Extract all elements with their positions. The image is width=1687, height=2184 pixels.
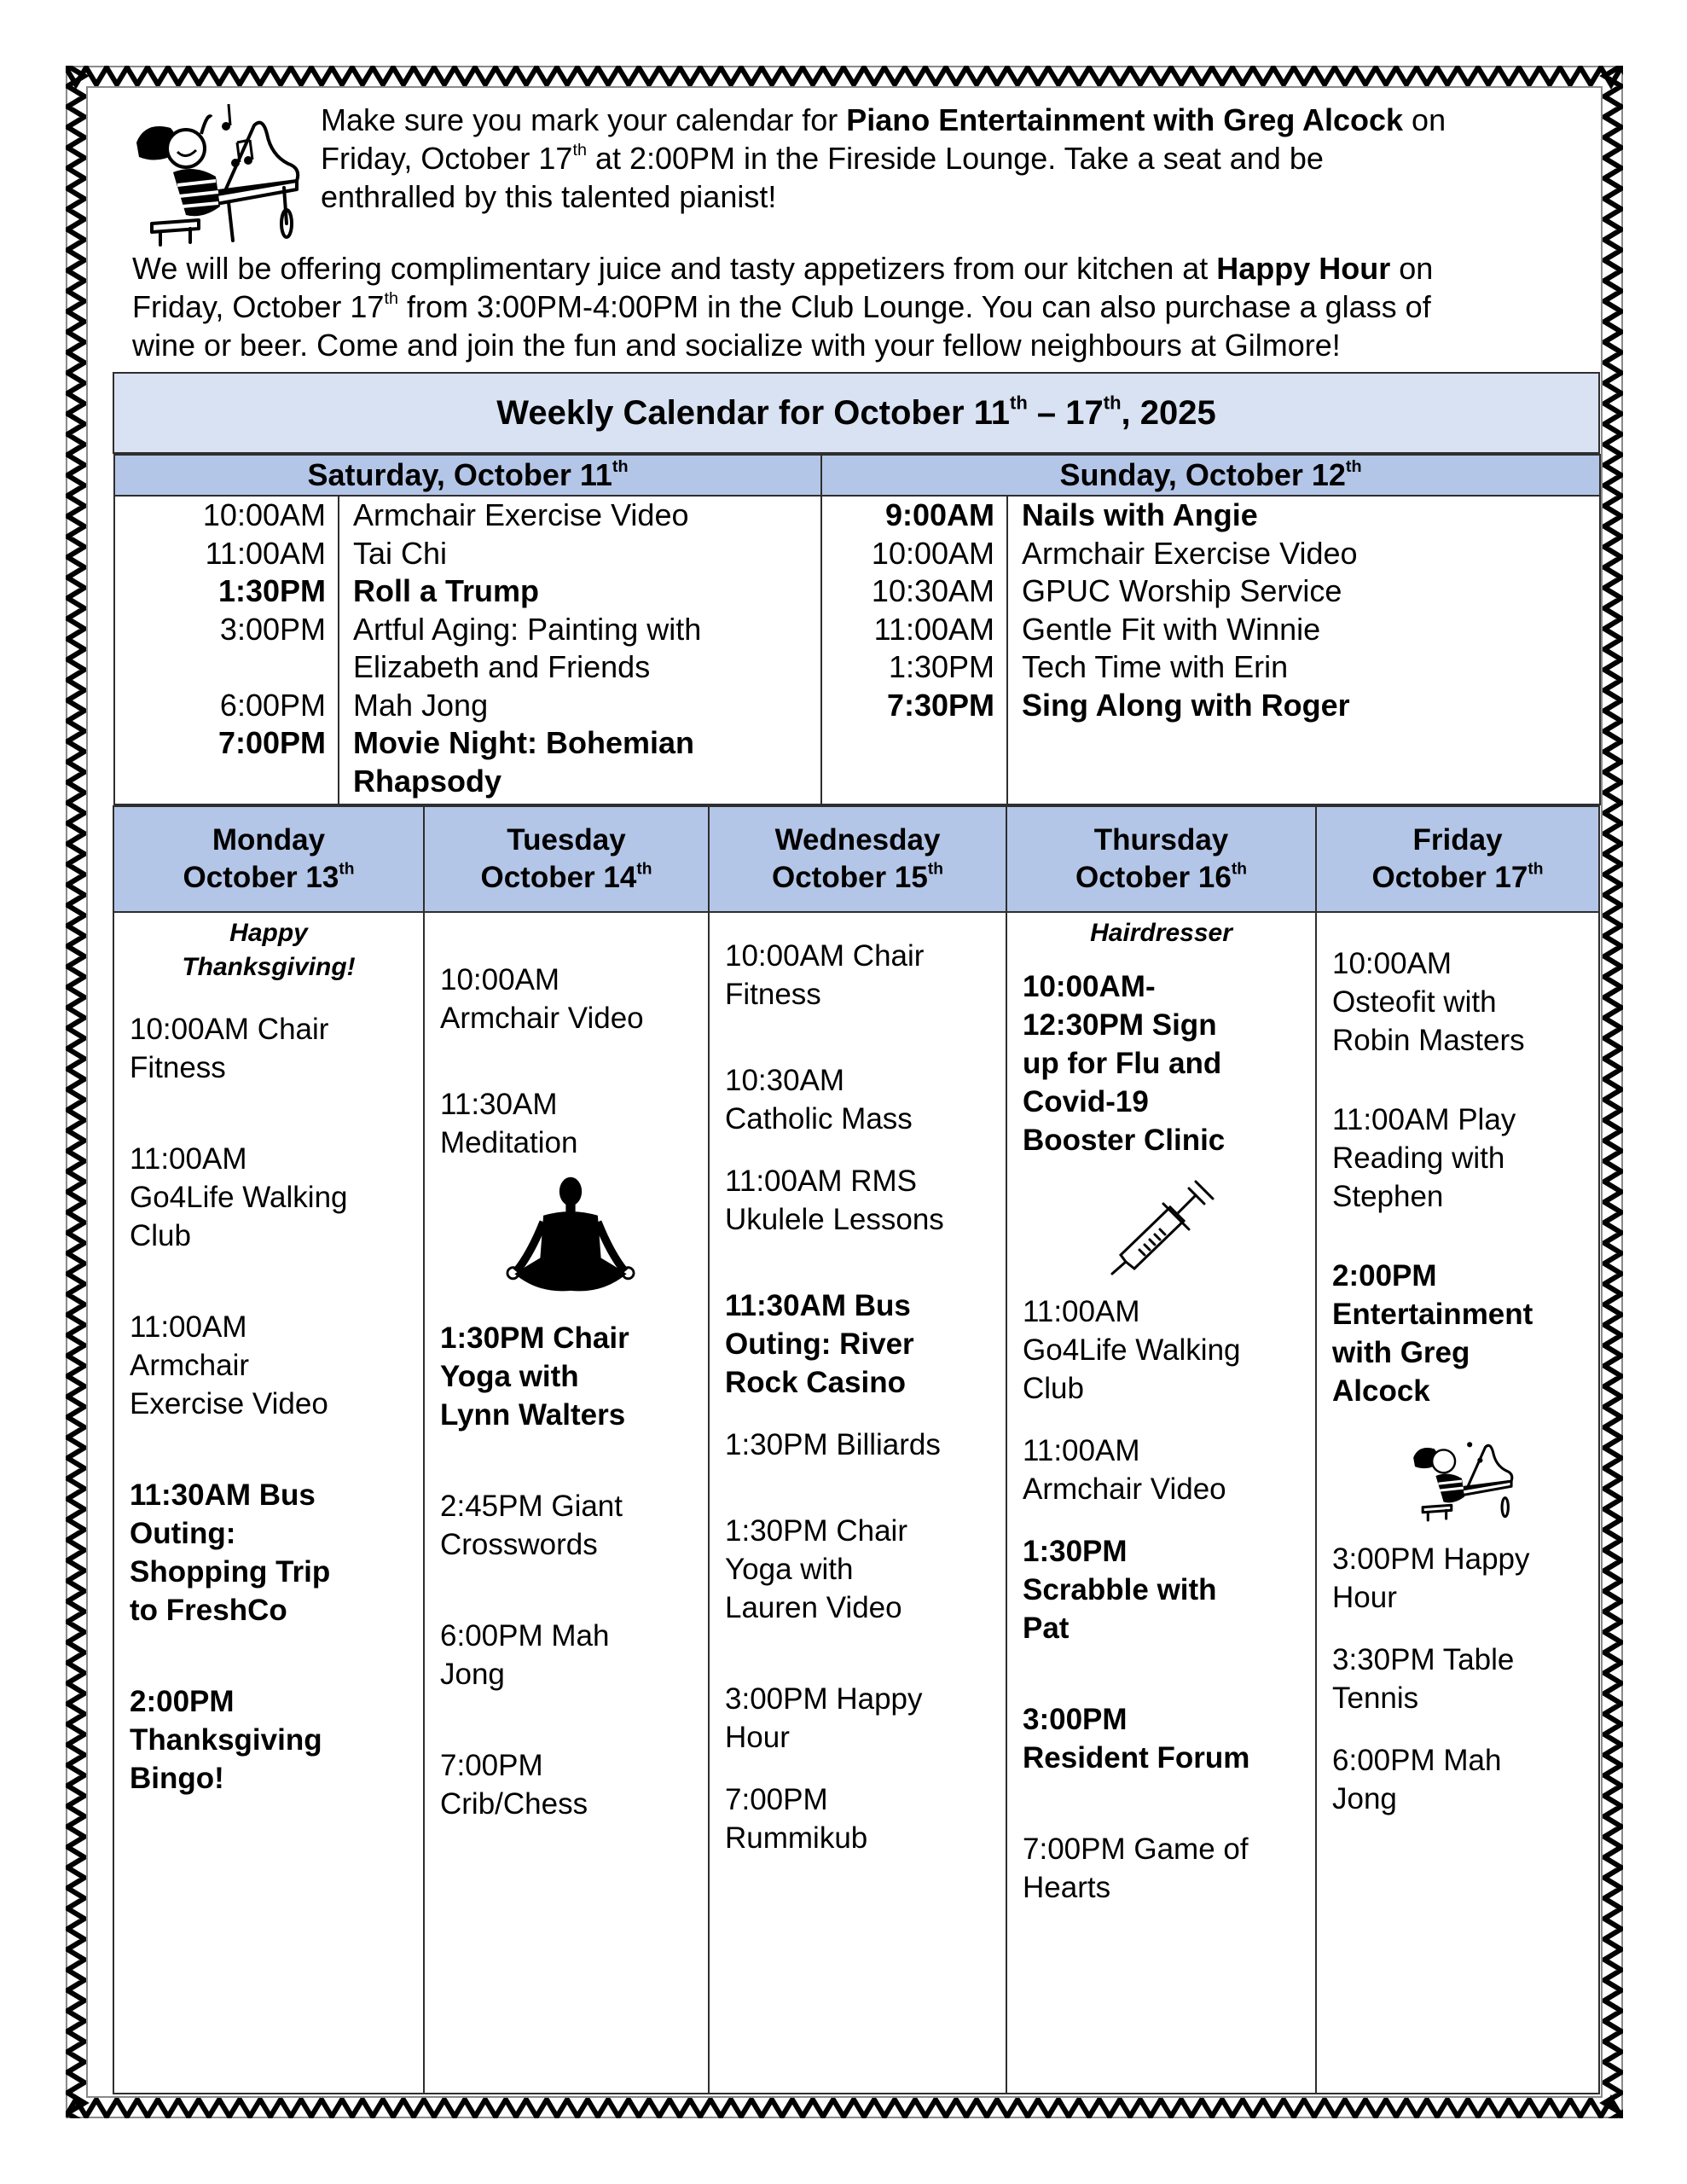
event-line: Tennis [1332, 1682, 1419, 1715]
event-item [1023, 967, 1308, 1159]
event-item [725, 1680, 999, 1757]
event-line: Entertainment [1332, 1298, 1533, 1331]
saturday-event-activity: Armchair Exercise Video [353, 497, 689, 532]
piano-line-2: Friday, October 17th at 2:00PM in the Fireside Lounge. Take a seat and be [321, 141, 1324, 176]
event-line: Thanksgiving [130, 1723, 322, 1757]
day-date: October 16th [1075, 860, 1248, 894]
event-line: Yoga with [725, 1553, 854, 1586]
event-line: 3:00PM Happy [1332, 1542, 1530, 1576]
weekend-table [113, 454, 1601, 805]
event-item [440, 1487, 701, 1564]
event-line: Armchair Video [440, 1002, 644, 1035]
day-header-thursday [1006, 806, 1316, 912]
day-header-monday [113, 806, 424, 912]
event-line: Pat [1023, 1612, 1070, 1645]
event-line: Rummikub [725, 1821, 868, 1855]
event-line: Lynn Walters [440, 1398, 626, 1432]
event-line: 11:00AM Play [1332, 1103, 1516, 1136]
event-line: 1:30PM [1023, 1535, 1128, 1568]
saturday-event-activity: Roll a Trump [353, 573, 540, 608]
event-item [1023, 1432, 1308, 1508]
event-line: Hearts [1023, 1871, 1111, 1904]
event-item [1023, 1700, 1308, 1777]
event-line: 11:00AM [1023, 1434, 1140, 1467]
event-line: Stephen [1332, 1180, 1444, 1213]
saturday-event-activity: Rhapsody [353, 763, 502, 799]
day-date: October 17th [1371, 860, 1544, 894]
event-line: Bingo! [130, 1762, 224, 1795]
event-item [1332, 1101, 1591, 1216]
day-column-wednesday [709, 912, 1006, 2094]
piano-line-3: enthralled by this talented pianist! [321, 179, 777, 214]
pianist-icon [1377, 1429, 1547, 1523]
sunday-header: Sunday, October 12th [821, 455, 1600, 496]
event-item [1332, 1540, 1591, 1617]
day-note [1007, 913, 1315, 950]
event-line: Go4Life Walking [130, 1181, 348, 1214]
event-item [1023, 1532, 1308, 1647]
sunday-event-activity: Tech Time with Erin [1022, 649, 1289, 684]
saturday-event-activity: Artful Aging: Painting with [353, 611, 702, 647]
event-item [725, 1426, 999, 1464]
event-item [725, 1061, 999, 1138]
day-column-monday [113, 912, 424, 2094]
calendar-title: Weekly Calendar for October 11th – 17th, 2025 [113, 373, 1599, 453]
event-line: Fitness [725, 978, 821, 1011]
piano-announcement [321, 101, 1446, 216]
event-item [1023, 1292, 1308, 1408]
event-line: Lauren Video [725, 1591, 902, 1624]
event-item [725, 1512, 999, 1627]
syringe-icon [1110, 1173, 1221, 1275]
sunday-event-time: 10:30AM [871, 573, 995, 608]
event-item [1023, 1830, 1308, 1907]
event-line: Go4Life Walking [1023, 1333, 1241, 1367]
event-line: 3:00PM Happy [725, 1682, 923, 1716]
sunday-event-time: 7:30PM [886, 687, 995, 723]
event-line: 11:00AM RMS [725, 1165, 917, 1198]
event-line: Hour [725, 1721, 790, 1754]
day-date: October 15th [771, 860, 944, 894]
event-line: 1:30PM Chair [440, 1321, 629, 1355]
saturday-event-activity: Movie Night: Bohemian [353, 725, 695, 760]
day-date: October 13th [183, 860, 355, 894]
day-header-tuesday [424, 806, 709, 912]
event-line: with Greg [1332, 1336, 1470, 1369]
event-line: 7:00PM [440, 1749, 543, 1782]
event-line: Scrabble with [1023, 1573, 1217, 1606]
saturday-event-time: 10:00AM [202, 497, 326, 532]
event-line: 10:00AM- [1023, 970, 1156, 1003]
event-line: 11:00AM [130, 1142, 247, 1176]
event-line: Rock Casino [725, 1366, 906, 1399]
day-name: Monday [212, 823, 326, 857]
event-item [130, 1476, 416, 1629]
event-line: 10:30AM [725, 1064, 845, 1097]
event-line: 10:00AM [440, 963, 560, 996]
meditation-icon [494, 1174, 647, 1302]
event-line: 11:30AM Bus [725, 1289, 911, 1322]
event-item [130, 1140, 416, 1255]
event-line: Crosswords [440, 1528, 598, 1561]
sunday-event-activity: Sing Along with Roger [1022, 687, 1350, 723]
event-item [130, 1682, 416, 1798]
day-note [114, 913, 423, 985]
saturday-times [114, 496, 339, 804]
event-line: 3:00PM [1023, 1703, 1128, 1736]
sunday-event-activity: Nails with Angie [1022, 497, 1258, 532]
event-item [440, 1319, 701, 1434]
event-line: Hour [1332, 1581, 1397, 1614]
day-note-line: Happy [229, 919, 308, 947]
day-name: Wednesday [774, 823, 941, 857]
event-line: Club [1023, 1372, 1084, 1405]
event-line: 2:45PM Giant [440, 1490, 623, 1523]
event-item [440, 961, 701, 1037]
event-line: Robin Masters [1332, 1024, 1525, 1057]
event-line: 11:30AM Bus [130, 1478, 316, 1512]
piano-line-1: Make sure you mark your calendar for Piano Entertainment with Greg Alcock on [321, 102, 1446, 137]
event-line: Fitness [130, 1051, 226, 1084]
sunday-times [821, 496, 1007, 804]
happy-line-1: We will be offering complimentary juice and tasty appetizers from our kitchen at Happy Hour on [132, 251, 1434, 286]
event-line: Jong [1332, 1782, 1397, 1815]
saturday-event-activity: Mah Jong [353, 687, 489, 723]
spacer [115, 648, 326, 687]
event-line: 10:00AM Chair [725, 939, 925, 973]
event-item [440, 1617, 701, 1693]
event-line: Yoga with [440, 1360, 579, 1393]
event-line: Jong [440, 1658, 505, 1691]
sunday-event-time: 11:00AM [873, 611, 995, 647]
event-line: Meditation [440, 1126, 578, 1159]
pianist-icon [126, 96, 305, 249]
event-item [1332, 1257, 1591, 1410]
saturday-activities [339, 496, 821, 804]
event-item [725, 1162, 999, 1239]
event-line: Resident Forum [1023, 1741, 1250, 1774]
weekly-calendar [113, 372, 1600, 2094]
event-line: 11:00AM [130, 1310, 247, 1344]
event-line: 7:00PM [725, 1783, 828, 1816]
sunday-activities [1007, 496, 1600, 804]
event-line: 1:30PM Billiards [725, 1428, 941, 1461]
event-line: Ukulele Lessons [725, 1203, 944, 1236]
sunday-event-time: 1:30PM [888, 649, 995, 684]
event-item [440, 1746, 701, 1823]
day-name: Tuesday [507, 823, 626, 857]
event-line: Shopping Trip [130, 1555, 331, 1589]
day-column-friday [1316, 912, 1599, 2094]
event-line: 2:00PM [130, 1685, 235, 1718]
event-line: 10:00AM [1332, 947, 1452, 980]
event-line: to FreshCo [130, 1594, 287, 1627]
saturday-header: Saturday, October 11th [114, 455, 821, 496]
event-item [440, 1085, 701, 1162]
event-line: 11:30AM [440, 1088, 558, 1121]
event-line: Covid-19 [1023, 1085, 1149, 1118]
saturday-event-time: 7:00PM [217, 725, 326, 760]
event-line: Reading with [1332, 1141, 1505, 1175]
event-line: Armchair Video [1023, 1472, 1226, 1506]
day-note-line: Hairdresser [1090, 919, 1232, 947]
sunday-event-time: 10:00AM [871, 535, 995, 571]
event-line: 6:00PM Mah [1332, 1744, 1502, 1777]
event-line: 6:00PM Mah [440, 1619, 610, 1653]
event-line: Outing: [130, 1517, 236, 1550]
event-line: Alcock [1332, 1374, 1430, 1408]
event-item [725, 1780, 999, 1857]
event-line: 1:30PM Chair [725, 1514, 907, 1548]
sunday-event-activity: GPUC Worship Service [1022, 573, 1342, 608]
event-item [1332, 944, 1591, 1060]
event-line: Exercise Video [130, 1387, 328, 1420]
event-line: Osteofit with [1332, 985, 1497, 1019]
sunday-event-activity: Armchair Exercise Video [1022, 535, 1358, 571]
saturday-event-time: 11:00AM [205, 535, 326, 571]
spacer [115, 763, 326, 801]
event-item [1332, 1641, 1591, 1717]
event-item [130, 1010, 416, 1087]
event-line: 10:00AM Chair [130, 1013, 329, 1046]
event-line: 11:00AM [1023, 1295, 1140, 1328]
event-line: 12:30PM Sign [1023, 1008, 1217, 1042]
saturday-event-time: 1:30PM [217, 573, 326, 608]
event-item [725, 937, 999, 1014]
event-item [1332, 1741, 1591, 1818]
event-line: Armchair [130, 1349, 250, 1382]
event-line: Crib/Chess [440, 1787, 588, 1821]
day-header-friday [1316, 806, 1599, 912]
saturday-event-activity: Elizabeth and Friends [353, 649, 651, 684]
event-item [725, 1287, 999, 1402]
day-date: October 14th [480, 860, 652, 894]
happy-hour-announcement [132, 249, 1433, 364]
day-header-wednesday [709, 806, 1006, 912]
event-line: Club [130, 1219, 191, 1252]
saturday-event-activity: Tai Chi [353, 535, 448, 571]
day-name: Friday [1412, 823, 1503, 857]
event-line: Booster Clinic [1023, 1124, 1226, 1157]
day-column-tuesday [424, 912, 709, 2094]
event-line: 3:30PM Table [1332, 1643, 1515, 1676]
event-line: up for Flu and [1023, 1047, 1222, 1080]
happy-line-3: wine or beer. Come and join the fun and socialize with your fellow neighbours at Gilmore! [132, 328, 1341, 363]
event-line: Catholic Mass [725, 1102, 913, 1136]
saturday-event-time: 3:00PM [219, 611, 326, 647]
event-line: 2:00PM [1332, 1259, 1437, 1292]
day-name: Thursday [1093, 823, 1229, 857]
day-column-thursday [1006, 912, 1316, 2094]
event-line: Outing: River [725, 1327, 914, 1361]
sunday-event-time: 9:00AM [884, 497, 995, 532]
sunday-event-activity: Gentle Fit with Winnie [1022, 611, 1321, 647]
event-line: 7:00PM Game of [1023, 1833, 1249, 1866]
saturday-event-time: 6:00PM [219, 687, 326, 723]
day-note-line: Thanksgiving! [182, 953, 356, 981]
event-item [130, 1308, 416, 1423]
happy-line-2: Friday, October 17th from 3:00PM-4:00PM in the Club Lounge. You can also purchase a glass of [132, 289, 1431, 324]
